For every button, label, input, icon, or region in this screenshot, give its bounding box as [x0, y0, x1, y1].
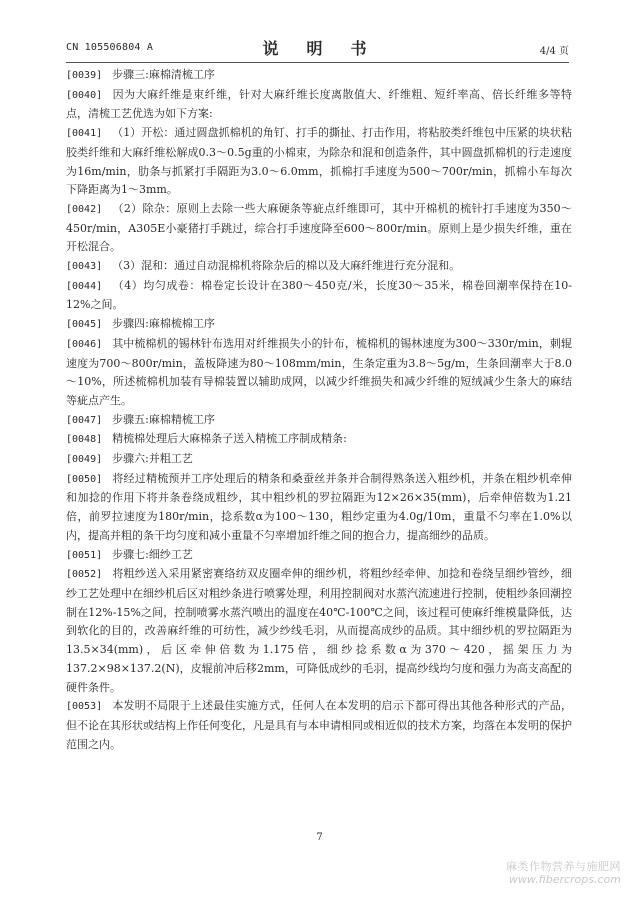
watermark-url: www.fibercrops.com	[508, 873, 621, 886]
patent-number: CN 105506804 A	[66, 42, 154, 53]
paragraph-number: [0042]	[66, 203, 103, 215]
paragraph-text: 步骤三:麻棉清梳工序	[112, 68, 215, 81]
paragraph-number: [0039]	[66, 70, 103, 81]
paragraph-number: [0044]	[66, 280, 103, 292]
paragraph-0052	[66, 565, 572, 697]
paragraph-number: [0046]	[66, 338, 103, 350]
paragraph-text: 将粗纱送入采用紧密赛络纺双皮圈牵伸的细纱机，将粗纱经牵伸、加捻和卷绕呈细纱管纱，细纱工艺处理中在细纱机后区对粗纱条进行喷雾处理，利用控制阀对水蒸汽流速进行控制，使粗纱条回潮控制在12%-15%之间，控制喷雾水蒸汽喷出的温度在40℃-100℃之间，该过程可使麻纤维模量降低，达到软化的目的，改善麻纤维的可纺性，减少纱线毛羽，从而提高成纱的品质。其中细纱机的罗拉隔距为13.5×34(mm)，后区牵伸倍数为1.175倍，细纱捻系数α为370～420，摇架压力为137.2×98×137.2(N)，皮辊前冲后移2mm，可降低成纱的毛羽，提高纱线均匀度和强力为高支高配的硬件条件。	[66, 567, 572, 694]
paragraph-0041	[66, 124, 572, 200]
paragraph-text: （4）均匀成卷：棉卷定长设计在380～450克/米，长度30～35米，棉卷回潮率保持在10-12%之间。	[66, 278, 572, 312]
paragraph-text: 步骤四:麻棉梳棉工序	[112, 317, 215, 331]
paragraph-0048	[66, 430, 572, 450]
paragraph-number: [0045]	[66, 319, 103, 331]
paragraph-text: 因为大麻纤维是束纤维，针对大麻纤维长度离散值大、纤维粗、短纤率高、倍长纤维多等特点，清梳工艺优选为如下方案:	[66, 87, 572, 121]
paragraph-0051	[66, 546, 572, 566]
paragraph-number: [0040]	[66, 89, 103, 101]
paragraph-0040	[66, 86, 572, 124]
paragraph-text: 步骤五:麻棉精梳工序	[112, 412, 215, 426]
paragraph-text: 步骤六:并粗工艺	[112, 452, 193, 466]
paragraph-0047	[66, 411, 572, 431]
page-indicator: 4/4 页	[539, 46, 569, 57]
paragraph-text: 将经过精梳预并工序处理后的精条和桑蚕丝并条并合制得熟条送入粗纱机，并条在粗纱机牵伸和加捻的作用下将并条卷绕成粗纱，其中粗纱机的罗拉隔距为12×26×35(mm)，后牵伸倍数为1.21倍，前罗拉速度为180r/min，捻系数α为100～130，粗纱定重为4.0g/10m，重量不匀率在1.0%以内，提高并粗的条干均匀度和减小重量不匀率增加纤维之间的抱合力，提高细纱的品质。	[66, 471, 572, 542]
paragraph-0044	[66, 277, 572, 315]
page-number: 7	[316, 832, 323, 843]
document-body	[66, 66, 572, 754]
paragraph-number: [0043]	[66, 261, 103, 273]
paragraph-text: 步骤七:细纱工艺	[112, 547, 193, 561]
paragraph-0039	[66, 66, 572, 86]
paragraph-text: （1）开松：通过圆盘抓棉机的角钉、打手的撕扯、打击作用，将粘胶类纤维包中压紧的块状粘胶类纤维和大麻纤维松解成0.3～0.5g重的小棉束，为除杂和混和创造条件，其中圆盘抓棉机的行走速度为16m/min，肋条与抓紧打手隔距为3.0～6.0mm，抓棉打手速度为500～700r/min，抓棉小车每次下降距离为1～3mm。	[66, 126, 572, 197]
paragraph-number: [0041]	[66, 128, 103, 140]
paragraph-number: [0047]	[66, 414, 103, 426]
paragraph-text: 本发明不局限于上述最佳实施方式，任何人在本发明的启示下都可得出其他各种形式的产品，但不论在其形状或结构上作任何变化，凡是具有与本申请相同或相近似的技术方案，均落在本发明的保护范围之内。	[66, 699, 572, 751]
paragraph-0042	[66, 200, 572, 257]
header-divider	[66, 62, 569, 63]
paragraph-0050	[66, 470, 572, 546]
paragraph-number: [0052]	[66, 569, 103, 581]
watermark-site-name: 麻类作物营养与施肥网	[506, 860, 621, 873]
paragraph-0043	[66, 257, 572, 277]
paragraph-number: [0048]	[66, 434, 103, 446]
paragraph-number: [0053]	[66, 701, 103, 713]
paragraph-text: 其中梳棉机的锡林针布选用对纤维损失小的针布，梳棉机的锡林速度为300～330r/min，刺辊速度为700～800r/min，盖板降速为80～108mm/min，生条定重为3.8～5g/m，生条回潮率大于8.0～10%，所述梳棉机加装有导棉装置以辅助成网，以减少纤维损失和减少纤维的短绒减少生条大的麻结等疵点产生。	[66, 336, 572, 407]
site-watermark	[506, 860, 621, 886]
paragraph-0046	[66, 335, 572, 411]
paragraph-0045	[66, 315, 572, 335]
paragraph-text: （3）混和：通过自动混棉机将除杂后的棉以及大麻纤维进行充分混和。	[112, 259, 461, 273]
paragraph-0049	[66, 450, 572, 470]
paragraph-number: [0051]	[66, 549, 103, 561]
paragraph-number: [0050]	[66, 473, 103, 485]
document-title: 说 明 书	[262, 39, 373, 58]
paragraph-0053	[66, 697, 572, 754]
paragraph-text: 精梳棉处理后大麻棉条子送入精梳工序制成精条:	[112, 432, 347, 446]
paragraph-number: [0049]	[66, 454, 103, 466]
page-header	[66, 36, 569, 58]
paragraph-text: （2）除杂：原则上去除一些大麻硬条等疵点纤维即可，其中开棉机的梳针打手速度为350～450r/min，A305E小豪猪打手跳过，综合打手速度降至600～800r/min。原则上是少损失纤维，重在开松混合。	[66, 201, 572, 254]
